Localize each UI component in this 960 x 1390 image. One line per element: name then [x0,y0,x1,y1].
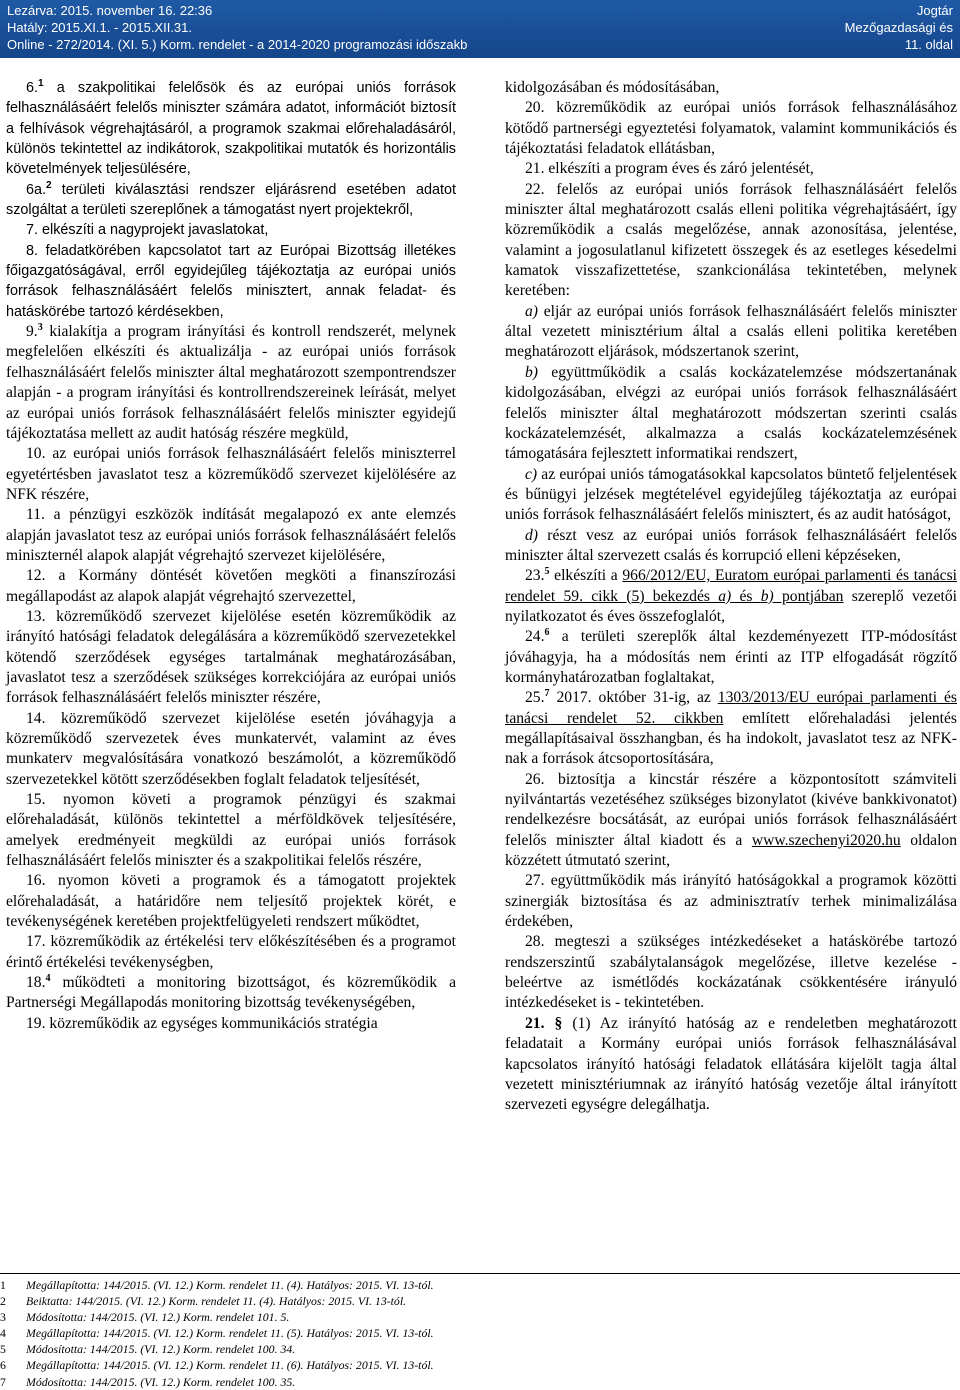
page-header [0,0,960,58]
paragraph-15: 15. nyomon követi a programok pénzügyi és szakmai előrehaladását, különös tekintettel a mérföldkövek teljesítésére, amelyek eredményeit megküldi az európai uniós források felhasználásáért felelős miniszter és a szakpolitikai felelős részére, [6,791,456,870]
paragraph-8: 8. feladatkörében kapcsolatot tart az Európai Bizottság illetékes főigazgatóságával, erről egyidejűleg tájékoztatja az európai uniós források felhasználásáért felelős minisztert, annak feladat- és hatáskörébe tartozó kérdésekben, [6,242,456,320]
paragraph-27: 27. együttműködik más irányító hatóságokkal a programok közötti szinergiák biztosítása és az adminisztratív terhek minimalizálása érdekében, [505,872,957,931]
header-right [845,2,953,53]
paragraph-13: 13. közreműködő szervezet kijelölése esetén közreműködik az irányító hatósági feladatok delegálására a közreműködő szervezetekkel kötendő szerződések egységes tartalmának meghatározásában, javaslatot tesz a szerződések szükséges korrekciójára az európai uniós források felhasználásáért felelős miniszter részére, [6,607,456,707]
section-21-number: 21. § [525,1014,563,1032]
footnote-ref-1[interactable]: 1 [38,78,44,89]
footnote-7: 7 Módosította: 144/2015. (VI. 12.) Korm. rendelet 100. 35. [0,1374,296,1389]
paragraph-14: 14. közreműködő szervezet kijelölése esetén jóváhagyja a közreműködő szervezetek éves munkatervét, valamint az éves munkaterv megvalósítására vonatkozó beszámolót, a közreműködő szervezetekkel kötött szerződésekben foglalt feladatok teljesítését, [6,709,456,788]
footnote-6: 6 Megállapította: 144/2015. (VI. 12.) Korm. rendelet 11. (6). Hatályos: 2015. VI. 13-tól. [0,1358,434,1373]
paragraph-22-a: a) eljár az európai uniós források felhasználásáért felelős miniszter által vezetett minisztérium által a csalás elleni politika keretében meghatározott eljárások, módszertanok szerint, [505,302,957,361]
paragraph-6: 6.$^1$ a szakpolitikai felelősök és az európai uniós források felhasználásáért felelős miniszter számára adatot, információt biztosít a felhívások végrehajtásáról, a programok szakmai előrehaladásáról, különös tekintettel az indikátorok, szakpolitikai mutatók és horizontális követelmények teljesülésére, [6,78,456,178]
paragraph-6a: 6a.$^2$ területi kiválasztási rendszer eljárásrend esetében adatot szolgáltat a területi szereplőnek a támogatást nyert projektekről, [6,179,456,219]
left-column [6,78,456,1034]
paragraph-22: 22. felelős az európai uniós források felhasználásáért felelős miniszter által meghatározott csalás elleni politika végrehajtásáért, így közreműködik a csalás megelőzése, annak azonosítása, jelentése, valamint a jogosulatlanul kifizetett összegek és az esetleges késedelmi kamatok visszafizettetése, szankcionálása tekintetében, melynek keretében: [505,180,957,300]
footnotes [0,1273,960,1390]
footnote-3: 3 Módosította: 144/2015. (VI. 12.) Korm. rendelet 101. 5. [0,1310,290,1325]
paragraph-28: 28. megteszi a szükséges intézkedéseket a hatáskörébe tartozó rendszerszintű szabálytalanságok megelőzése, illetve kezelése - beleértve az ismétlődés kockázatának csökkentésére irányuló intézkedéseket is - tekintetében. [505,933,957,1012]
paragraph-9: 9.$^3$ kialakítja a program irányítási és kontroll rendszerét, melynek megfelelően elkészíti és aktualizálja - az európai uniós források felhasználásáért felelős miniszter által meghatározott szempontrendszer alapján - a program irányítási és kontrollrendszereinek leírását, melyet az európai uniós források felhasználásáért felelős miniszter egyidejű tájékoztatása mellett az audit hatóság részére megküld, [6,322,456,442]
paragraph-22-d: d) részt vesz az európai uniós források felhasználásáért felelős miniszter által szervezett csalás és korrupció elleni képzéseken, [505,526,957,564]
footnote-ref-3[interactable]: 3 [37,322,43,334]
paragraph-11: 11. a pénzügyi eszközök indítását megalapozó ex ante elemzés alapján javaslatot tesz az európai uniós források felhasználásáért felelős miniszternél alapok alapját végrehajtó szervezet kijelölésére, [6,506,456,564]
paragraph-24: 24.$^6$ a területi szereplők által kezdeményezett ITP-módosítást jóváhagyja, ha a módosítás nem érinti az ITP elfogadását rögzítő kormányhatározatban foglaltakat, [505,627,957,686]
paragraph-10: 10. az európai uniós források felhasználásáért felelős miniszterrel egyetértésben javaslatot tesz a közreműködő szervezet kijelölésére az NFK részére, [6,445,456,503]
paragraph-22-b: b) együttműködik a csalás kockázatelemzése módszertanának kidolgozásában, elvégzi az európai uniós források felhasználásáért felelős miniszter által meghatározott módszertan szerinti csalás kockázatelemzését, alkalmazza a csalás kockázatelemzésének támogatására fejlesztett informatikai rendszert, [505,363,957,463]
paragraph-19-continued: kidolgozásában és módosításában, [505,79,720,96]
regulation-link-1303-2013[interactable]: 1303/2013/EU európai parlamenti és tanácsi rendelet 52. cikkben [505,689,957,727]
footnote-1: 1 Megállapította: 144/2015. (VI. 12.) Korm. rendelet 11. (4). Hatályos: 2015. VI. 13-tól. [0,1278,434,1292]
paragraph-17: 17. közreműködik az értékelési terv előkészítésében és a programot érintő értékelési tevékenységben, [6,933,456,971]
paragraph-21: 21. elkészíti a program éves és záró jelentését, [525,160,814,178]
paragraph-20: 20. közreműködik az európai uniós források felhasználásához kötődő partnerségi egyeztetési folyamatok, valamint kommunikációs és tájékoztatási feladatok ellátásban, [505,99,957,158]
paragraph-23: 23.$^5$ elkészíti a 966/2012/EU, Euratom európai parlamenti és tanácsi rendelet 59. cikk (5) bekezdés a) és b) pontjában szereplő vezetői nyilatkozatot és éves összefoglalót, [505,566,957,625]
footnote-ref-4[interactable]: 4 [45,973,51,985]
section-21: 21. § (1) Az irányító hatóság az e rendeletben meghatározott feladatait a Kormány európai uniós források felhasználásával kapcsolatos irányító hatósági feladatok ellátására kijelölt tagja által vezetett minisztériumnak az irányító hatóság vezetője által irányított szervezeti egységre delegálhatja. [505,1014,958,1114]
paragraph-22-c: c) az európai uniós támogatásokkal kapcsolatos büntető feljelentések és bűnügyi jelzések megtételével egyidejűleg tájékoztatja az európai uniós források felhasználásáért felelős minisztert, és az audit hatóságot, [505,465,957,524]
footnote-5: 5 Módosította: 144/2015. (VI. 12.) Korm. rendelet 100. 34. [0,1342,296,1357]
regulation-link-966-2012[interactable]: 966/2012/EU, Euratom európai parlamenti és tanácsi rendelet 59. cikk (5) bekezdés a) és b) pontjában [505,567,957,605]
footnote-2: 2 Beiktatta: 144/2015. (VI. 12.) Korm. rendelet 11. (4). Hatályos: 2015. VI. 13-tól. [0,1294,407,1309]
header-brand: Jogtár [916,3,953,18]
paragraph-26: 26. biztosítja a kincstár részére a központosított számviteli nyilvántartás vezetéséhez szükséges bizonylatot (kivéve bankkivonatot) rendelkezésre bocsátását, az európai uniós források felhasználásáért felelős miniszter által kiadott és a www.szechenyi2020.hu oldalon közzétett útmutató szerint, [505,770,957,870]
paragraph-19: 19. közreműködik az egységes kommunikációs stratégia [26,1014,378,1032]
header-category: Mezőgazdasági és [844,20,953,35]
header-document-title: Online - 272/2014. (XI. 5.) Korm. rendelet - a 2014-2020 programozási időszakb [7,37,468,52]
website-link[interactable]: www.szechenyi2020.hu [751,831,901,849]
paragraph-7: 7. elkészíti a nagyprojekt javaslatokat, [26,222,269,239]
paragraph-25: 25.$^7$ 2017. október 31-ig, az 1303/2013/EU európai parlamenti és tanácsi rendelet 52. cikkben említett előrehaladási jelentés megállapításaival összhangban, és ha indokolt, javaslatot tesz az NFK-nak a források átcsoportosítására, [505,688,957,768]
header-left [7,2,467,53]
header-page-number: 11. oldal [904,37,953,52]
footnote-ref-7[interactable]: 7 [544,688,550,700]
paragraph-16: 16. nyomon követi a programok és a támogatott projektek előrehaladását, a határidőre nem teljesítő projektek körét, e tevékenységének keretében projektfelügyeleti rendszert működtet, [6,872,456,931]
footnote-ref-5[interactable]: 5 [544,566,550,578]
footnote-4: 4 Megállapította: 144/2015. (VI. 12.) Korm. rendelet 11. (5). Hatályos: 2015. VI. 13-tól. [0,1326,434,1341]
footnote-ref-2[interactable]: 2 [46,179,52,191]
paragraph-18: 18.$^4$ működteti a monitoring bizottságot, és közreműködik a Partnerségi Megállapodás monitoring bizottság tevékenységében, [6,973,456,1012]
footnote-ref-6[interactable]: 6 [544,627,550,639]
right-column [505,78,957,1116]
header-closed-date: Lezárva: 2015. november 16. 22:36 [7,3,213,18]
paragraph-12: 12. a Kormány döntését követően megköti a finanszírozási megállapodást az alapok alapját végrehajtó szervezettel, [6,567,456,605]
header-validity: Hatály: 2015.XI.1. - 2015.XII.31. [7,20,193,35]
